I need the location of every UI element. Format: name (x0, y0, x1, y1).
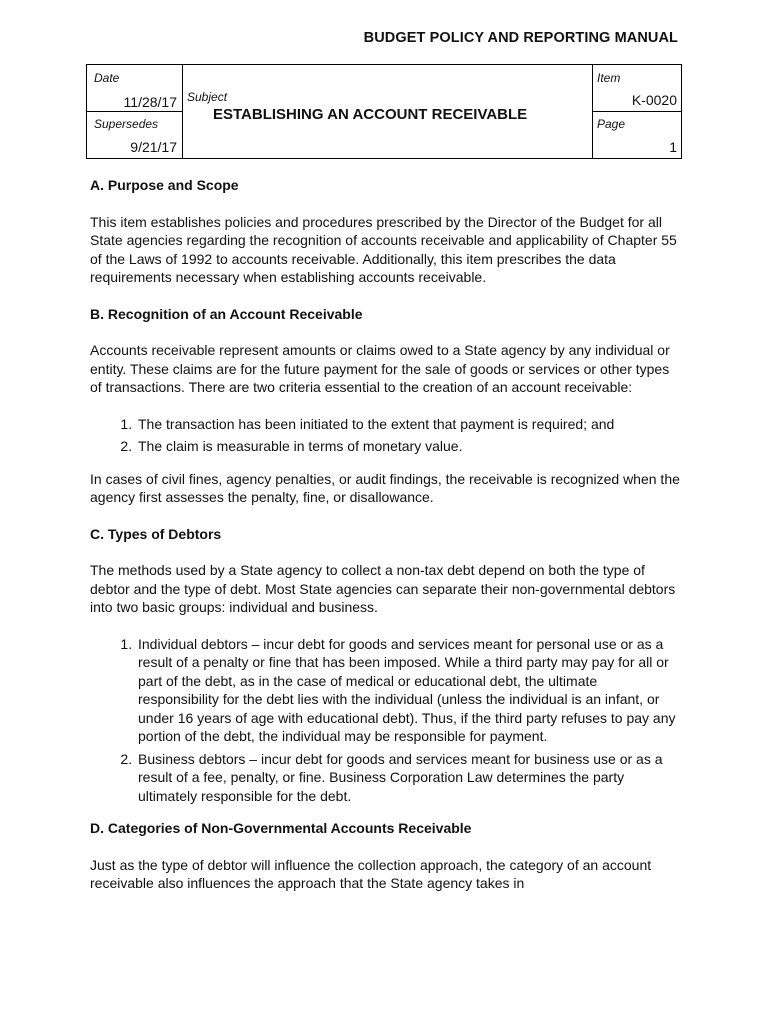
page-label: Page (597, 117, 626, 131)
section-b-paragraph: In cases of civil fines, agency penalties, or audit findings, the receivable is recognized when the agency first assesses the penalty, fine, or disallowance. (90, 470, 680, 505)
date-value: 11/28/17 (123, 94, 177, 110)
section-a-heading: A. Purpose and Scope (90, 177, 239, 193)
list-item: 1. Individual debtors – incur debt for goods and services meant for personal use or as a result of a penalty or fine that has been imposed. While a third party may pay for all or part of the debt, as in the case of medical or educational debt, the ultimate responsibility for the debt lies with the individual (unless the individual is an infant, or under 16 years of age with educational debt). Thus, if the third party refuses to pay any portion of the debt, the individual may be responsible for payment. (136, 635, 680, 746)
list-item: 2. Business debtors – incur debt for goods and services meant for business use or as a result of a fee, penalty, or fine. Business Corporation Law determines the party ultimately responsible for the debt. (136, 750, 680, 806)
header-table (86, 64, 682, 159)
document-body (90, 176, 680, 911)
subject-label: Subject (187, 90, 228, 104)
debtor-types-list (90, 635, 680, 806)
section-b-heading: B. Recognition of an Account Receivable (90, 305, 363, 322)
section-a-paragraph: This item establishes policies and procedures prescribed by the Director of the Budget for all State agencies regarding the recognition of accounts receivable and applicability of Chapter 55 of the Laws of 1992 to accounts receivable. Additionally, this item prescribes the data requirements necessary when establishing accounts receivable. (90, 213, 677, 285)
item-value: K-0020 (631, 92, 677, 108)
section-d-paragraph: Just as the type of debtor will influence the collection approach, the category of an account receivable also influences the approach that the State agency takes in (90, 856, 652, 891)
header-divider (592, 111, 681, 112)
page-number: 1 (669, 139, 677, 155)
section-b-paragraph: Accounts receivable represent amounts or claims owed to a State agency by any individual or entity. These claims are for the future payment for the sale of goods or services or other types of transactions. There are two criteria essential to the creation of an account receivable: (90, 342, 670, 395)
section-c-heading: C. Types of Debtors (90, 525, 222, 542)
item-label: Item (597, 71, 621, 85)
section-d-heading: D. Categories of Non-Governmental Accounts Receivable (90, 820, 472, 836)
supersedes-label: Supersedes (94, 117, 159, 131)
supersedes-value: 9/21/17 (130, 139, 177, 155)
date-label: Date (94, 71, 120, 85)
list-item: 2. The claim is measurable in terms of monetary value. (136, 437, 680, 456)
manual-title: BUDGET POLICY AND REPORTING MANUAL (363, 30, 678, 46)
header-divider (87, 111, 182, 112)
subject-value: ESTABLISHING AN ACCOUNT RECEIVABLE (213, 106, 528, 123)
header-divider (182, 65, 183, 158)
section-c-paragraph: The methods used by a State agency to collect a non-tax debt depend on both the type of debtor and the type of debt. Most State agencies can separate their non-governmental debtors into two basic groups: individual and business. (90, 562, 676, 615)
recognition-criteria-list (90, 415, 680, 456)
list-item: 1. The transaction has been initiated to the extent that payment is required; and (136, 415, 680, 434)
